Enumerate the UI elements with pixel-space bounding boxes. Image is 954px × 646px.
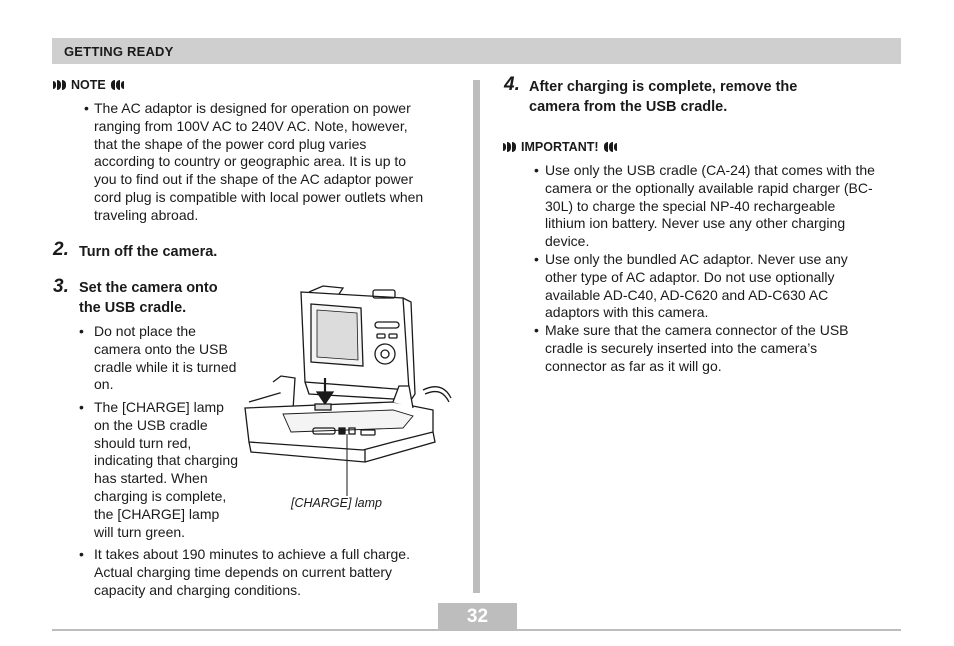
- note-line: you to find out if the shape of the AC adaptor power: [94, 171, 414, 188]
- bullet-line: other type of AC adaptor. Do not use optionally: [545, 268, 835, 285]
- important-bullet: [534, 162, 914, 251]
- important-marker-left-icon: [503, 142, 516, 152]
- note-line: cord plug is compatible with local power outlets when: [94, 188, 424, 205]
- column-divider: [473, 80, 480, 593]
- step-3-bullet: [79, 399, 259, 541]
- step-2-number: 2.: [53, 239, 69, 260]
- bullet-line: Actual charging time depends on current battery: [94, 563, 393, 580]
- section-header-bar: [52, 38, 901, 64]
- step-4-line: camera from the USB cradle.: [529, 99, 728, 115]
- note-marker-right-icon: [111, 80, 124, 90]
- bullet-line: adaptors with this camera.: [545, 304, 709, 321]
- bullet-line: Use only the bundled AC adaptor. Never use any: [545, 251, 848, 267]
- bullet-dot: •: [534, 251, 539, 267]
- bullet-line: the [CHARGE] lamp: [94, 505, 220, 522]
- bullet-line: camera or the optionally available rapid charger (BC-: [545, 179, 873, 196]
- bullet-line: lithium ion battery. Never use any other charging: [545, 215, 846, 232]
- note-line: ranging from 100V AC to 240V AC. Note, however,: [94, 117, 408, 134]
- bullet-line: has started. When: [94, 470, 208, 487]
- important-marker-right-icon: [604, 142, 617, 152]
- step-3-line: the USB cradle.: [79, 300, 187, 316]
- note-marker-left-icon: [53, 80, 66, 90]
- bullet-dot: •: [79, 399, 84, 415]
- bullet-dot: •: [79, 323, 84, 339]
- important-heading-label: IMPORTANT!: [521, 140, 599, 154]
- note-text: [84, 100, 464, 225]
- camera-cradle-illustration: [243, 282, 453, 497]
- bullet-line: charging is complete,: [94, 487, 227, 504]
- bullet-line: It takes about 190 minutes to achieve a full charge.: [94, 546, 410, 562]
- step-4-number: 4.: [504, 74, 520, 95]
- step-3-number: 3.: [53, 276, 69, 297]
- step-4-line: After charging is complete, remove the: [529, 79, 798, 95]
- bullet-line: capacity and charging conditions.: [94, 581, 302, 598]
- note-line: according to country or geographic area. It is up to: [94, 153, 407, 170]
- note-bullet: [84, 100, 464, 225]
- bullet-line: cradle while it is turned: [94, 358, 237, 375]
- important-heading: [503, 140, 617, 154]
- bullet-line: on the USB cradle: [94, 416, 208, 433]
- bullet-line: Make sure that the camera connector of the USB: [545, 322, 849, 338]
- bullet-line: on.: [94, 376, 114, 393]
- note-heading-label: NOTE: [71, 78, 106, 92]
- bullet-line: available AD-C40, AD-C620 and AD-C630 AC: [545, 286, 829, 303]
- bullet-dot: •: [534, 322, 539, 338]
- bullet-line: Do not place the: [94, 323, 196, 339]
- bullet-line: should turn red,: [94, 434, 192, 451]
- bullet-line: device.: [545, 233, 590, 250]
- charge-lamp-caption: [CHARGE] lamp: [291, 496, 382, 510]
- bullet-dot: •: [79, 546, 84, 562]
- note-line: that the shape of the power cord plug varies: [94, 135, 367, 152]
- step-3-text: [79, 278, 218, 318]
- bullet-line: camera onto the USB: [94, 340, 228, 357]
- note-heading: [53, 78, 124, 92]
- note-line: traveling abroad.: [94, 206, 199, 223]
- bullet-line: cradle is securely inserted into the camera’s: [545, 339, 818, 356]
- bullet-line: The [CHARGE] lamp: [94, 399, 224, 415]
- section-title: GETTING READY: [64, 44, 174, 59]
- bullet-line: Use only the USB cradle (CA-24) that comes with the: [545, 162, 875, 178]
- step-3-bullet: [79, 546, 469, 599]
- note-line: The AC adaptor is designed for operation on power: [94, 100, 411, 116]
- bullet-line: will turn green.: [94, 523, 186, 540]
- page-number-box: [438, 603, 517, 631]
- bullet-line: indicating that charging: [94, 452, 238, 469]
- important-bullet: [534, 251, 914, 322]
- bullet-line: connector as far as it will go.: [545, 357, 722, 374]
- bullet-line: 30L) to charge the special NP-40 rechargeable: [545, 197, 836, 214]
- bullet-dot: •: [534, 162, 539, 178]
- step-4-text: [529, 77, 797, 117]
- bullet-dot: •: [84, 100, 89, 116]
- step-3-line: Set the camera onto: [79, 280, 218, 296]
- step-3-bullet: [79, 323, 259, 394]
- page-number: 32: [466, 606, 489, 627]
- step-2-text: Turn off the camera.: [79, 244, 218, 260]
- important-bullet: [534, 322, 914, 375]
